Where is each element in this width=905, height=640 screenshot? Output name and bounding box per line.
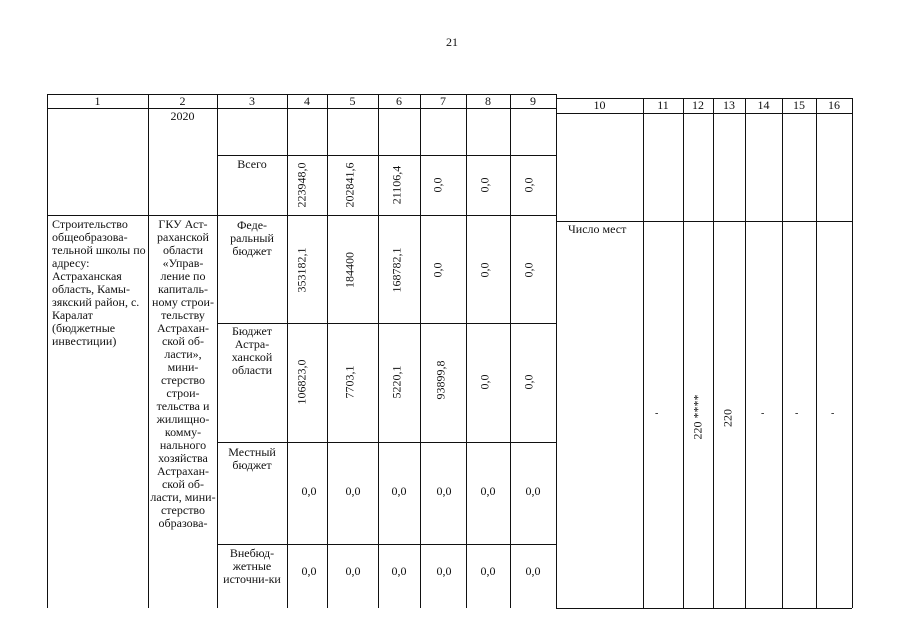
value-extrabudget-col9: 0,0 xyxy=(525,564,541,578)
column-number: 11 xyxy=(657,98,669,112)
table-line xyxy=(217,94,218,608)
table-line xyxy=(466,94,467,608)
column-number: 8 xyxy=(485,94,491,108)
value-extrabudget-col8: 0,0 xyxy=(480,564,496,578)
table-line xyxy=(217,544,556,545)
column-number: 1 xyxy=(94,94,101,108)
source-regional: Бюджет Астра-ханской области xyxy=(231,324,273,377)
col11-value: - xyxy=(655,408,659,419)
table-line xyxy=(556,608,852,609)
table-line xyxy=(420,94,421,608)
value-extrabudget-col5: 0,0 xyxy=(345,564,361,578)
column-number: 9 xyxy=(530,94,536,108)
value-local-col7: 0,0 xyxy=(436,484,452,498)
column-number: 10 xyxy=(593,98,606,112)
table-line xyxy=(713,98,714,608)
value-regional-col7: 93899,8 xyxy=(433,360,448,400)
table-line xyxy=(556,113,852,114)
table-line xyxy=(745,98,746,608)
page-number: 21 xyxy=(446,35,458,49)
column-number: 12 xyxy=(692,98,704,112)
column-number: 3 xyxy=(249,94,255,108)
value-total-col9: 0,0 xyxy=(521,177,536,193)
column-number: 7 xyxy=(440,94,446,108)
table-line xyxy=(327,94,328,608)
table-line xyxy=(683,98,684,608)
table-line xyxy=(782,98,783,608)
value-extrabudget-col4: 0,0 xyxy=(301,564,317,578)
table-line xyxy=(47,94,48,608)
source-local: Местный бюджет xyxy=(228,445,276,472)
value-federal-col7: 0,0 xyxy=(430,262,445,278)
table-line xyxy=(287,94,288,608)
value-regional-col6: 5220,1 xyxy=(389,365,404,399)
value-total-col4: 223948,0 xyxy=(294,162,309,208)
col16-value: - xyxy=(831,408,835,419)
value-extrabudget-col6: 0,0 xyxy=(391,564,407,578)
indicator-label: Число мест xyxy=(568,222,627,236)
col12-value: 220 **** xyxy=(690,394,705,440)
value-federal-col9: 0,0 xyxy=(521,262,536,278)
value-local-col6: 0,0 xyxy=(391,484,407,498)
table-line xyxy=(816,98,817,608)
table-line xyxy=(510,94,511,608)
executor-description: ГКУ Аст-раханской области «Управ-ление по капиталь-ному строи-тельству Астрахан-ской об-ласти», мини-стерство строи-тельства и жилищно-комму-нального хозяйства Астрахан-ской об-ласти, мини-стерство образова- xyxy=(150,218,216,530)
value-extrabudget-col7: 0,0 xyxy=(436,564,452,578)
value-local-col9: 0,0 xyxy=(525,484,541,498)
table-line xyxy=(148,94,149,608)
value-total-col8: 0,0 xyxy=(477,177,492,193)
column-number: 13 xyxy=(723,98,735,112)
table-line xyxy=(556,94,557,608)
table-line xyxy=(217,442,556,443)
column-number: 14 xyxy=(757,98,770,112)
col13-value: 220 xyxy=(720,409,735,427)
source-total: Всего xyxy=(237,157,267,171)
column-number: 15 xyxy=(793,98,805,112)
column-number: 2 xyxy=(179,94,186,108)
value-total-col7: 0,0 xyxy=(430,177,445,193)
value-regional-col9: 0,0 xyxy=(521,374,536,390)
source-federal: Феде-ральный бюджет xyxy=(230,218,274,258)
col15-value: - xyxy=(795,408,799,419)
table-line xyxy=(217,155,556,156)
value-local-col8: 0,0 xyxy=(480,484,496,498)
value-federal-col4: 353182,1 xyxy=(294,247,309,293)
table-line xyxy=(643,98,644,608)
table-line xyxy=(47,215,556,216)
source-extrabudget: Внебюд-жетные источни-ки xyxy=(223,546,281,586)
column-number: 6 xyxy=(396,94,402,108)
table-line xyxy=(378,94,379,608)
value-regional-col4: 106823,0 xyxy=(294,359,309,405)
column-number: 5 xyxy=(349,94,356,108)
object-description: Строительство общеобразова-тельной школы по адресу: Астраханская область, Камы-зякский район, с. Каралат (бюджетные инвестиции) xyxy=(52,217,146,348)
value-regional-col8: 0,0 xyxy=(477,374,492,390)
year-label: 2020 xyxy=(170,109,195,123)
col14-value: - xyxy=(761,408,765,419)
table-line xyxy=(47,108,556,109)
value-local-col5: 0,0 xyxy=(345,484,361,498)
value-total-col6: 21106,4 xyxy=(389,165,404,205)
value-federal-col8: 0,0 xyxy=(477,262,492,278)
table-line xyxy=(852,98,853,608)
value-total-col5: 202841,6 xyxy=(342,162,357,208)
value-federal-col6: 168782,1 xyxy=(389,247,404,293)
column-number: 16 xyxy=(828,98,840,112)
value-local-col4: 0,0 xyxy=(301,484,317,498)
value-regional-col5: 7703,1 xyxy=(342,365,357,399)
value-federal-col5: 184400 xyxy=(342,252,357,288)
column-number: 4 xyxy=(304,94,310,108)
